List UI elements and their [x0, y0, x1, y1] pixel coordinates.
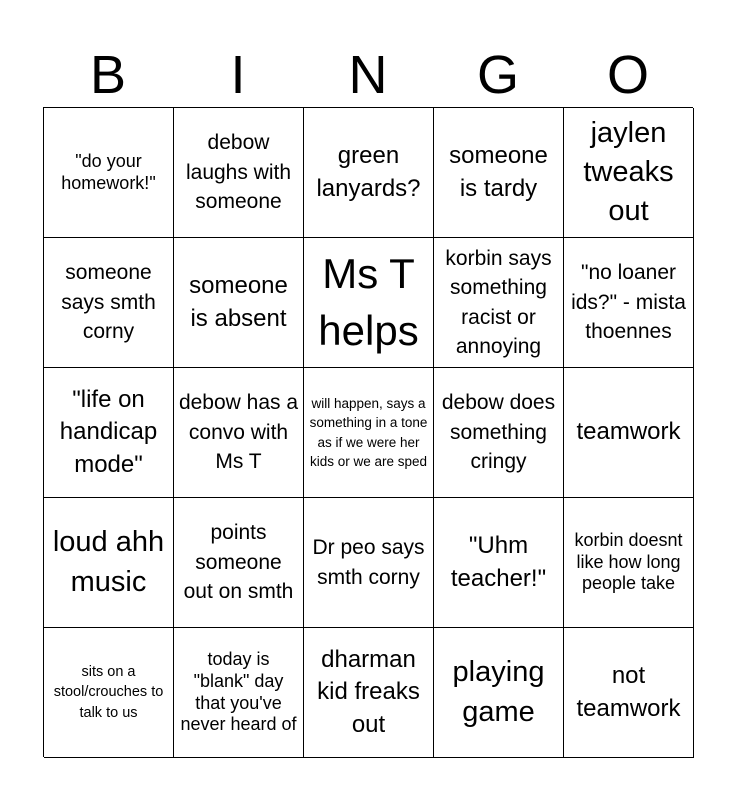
bingo-header	[43, 40, 693, 110]
bingo-cell-r2-c2[interactable]: someone is absent	[174, 238, 304, 368]
bingo-cell-r2-c1[interactable]: someone says smth corny	[44, 238, 174, 368]
bingo-cell-r5-c2[interactable]: today is "blank" day that you've never heard of	[174, 628, 304, 758]
bingo-cell-r3-c5[interactable]: teamwork	[564, 368, 694, 498]
bingo-cell-r4-c3[interactable]: Dr peo says smth corny	[304, 498, 434, 628]
bingo-cell-r1-c2[interactable]: debow laughs with someone	[174, 108, 304, 238]
bingo-cell-r5-c5[interactable]: not teamwork	[564, 628, 694, 758]
header-letter-g: G	[476, 45, 519, 105]
bingo-cell-r1-c3[interactable]: green lanyards?	[304, 108, 434, 238]
bingo-cell-r1-c4[interactable]: someone is tardy	[434, 108, 564, 238]
bingo-cell-r2-c4[interactable]: korbin says something racist or annoying	[434, 238, 564, 368]
header-letter-n: N	[348, 45, 388, 105]
bingo-cell-r5-c4[interactable]: playing game	[434, 628, 564, 758]
bingo-cell-r3-c1[interactable]: "life on handicap mode"	[44, 368, 174, 498]
bingo-cell-r5-c1[interactable]: sits on a stool/crouches to talk to us	[44, 628, 174, 758]
header-letter-o: O	[606, 45, 649, 105]
bingo-cell-r2-c5[interactable]: "no loaner ids?" - mista thoennes	[564, 238, 694, 368]
header-letter-b: B	[89, 45, 127, 105]
bingo-cell-r3-c2[interactable]: debow has a convo with Ms T	[174, 368, 304, 498]
bingo-cell-r4-c1[interactable]: loud ahh music	[44, 498, 174, 628]
bingo-cell-r4-c5[interactable]: korbin doesnt like how long people take	[564, 498, 694, 628]
bingo-cell-r4-c2[interactable]: points someone out on smth	[174, 498, 304, 628]
bingo-cell-r5-c3[interactable]: dharman kid freaks out	[304, 628, 434, 758]
bingo-cell-r3-c3[interactable]: will happen, says a something in a tone as if we were her kids or we are sped	[304, 368, 434, 498]
bingo-cell-r2-c3[interactable]: Ms T helps	[304, 238, 434, 368]
bingo-board	[43, 107, 693, 757]
bingo-cell-r1-c5[interactable]: jaylen tweaks out	[564, 108, 694, 238]
header-letter-i: I	[230, 45, 246, 105]
bingo-cell-r1-c1[interactable]: "do your homework!"	[44, 108, 174, 238]
bingo-cell-r3-c4[interactable]: debow does something cringy	[434, 368, 564, 498]
bingo-cell-r4-c4[interactable]: "Uhm teacher!"	[434, 498, 564, 628]
